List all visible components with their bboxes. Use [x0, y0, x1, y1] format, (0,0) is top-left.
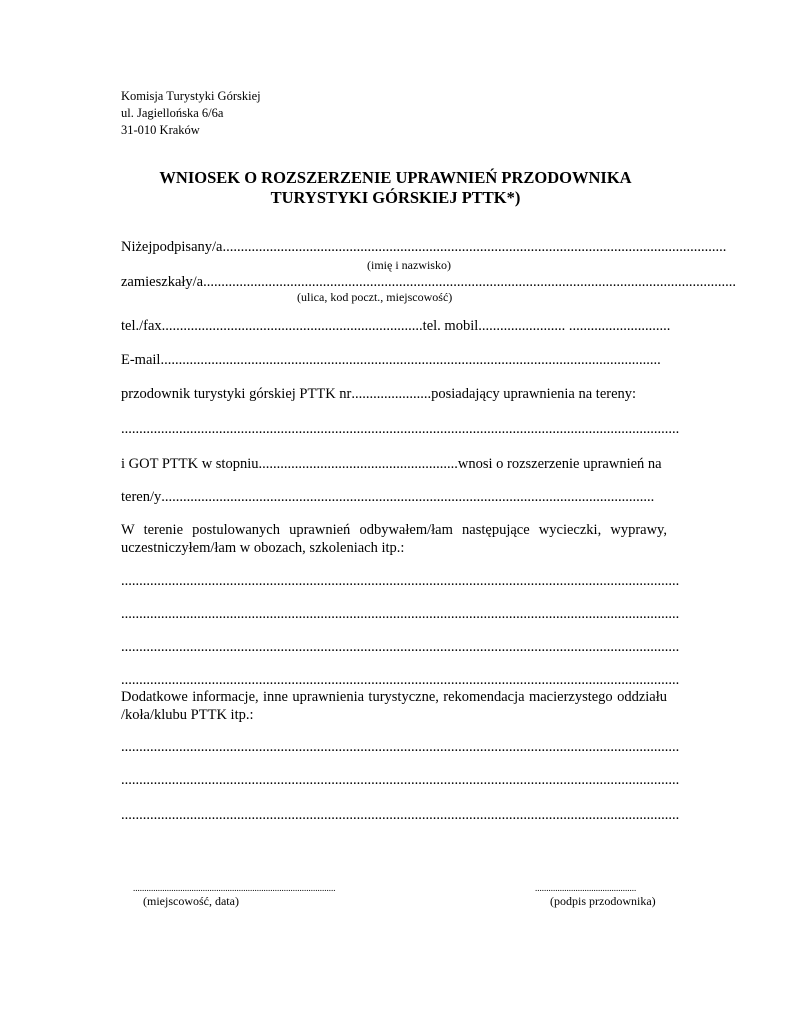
trips-line-4	[121, 671, 680, 689]
mobile-label: tel. mobil	[422, 318, 479, 334]
resident-field[interactable]: ...................................................................................................................................................	[203, 274, 736, 290]
tel-field[interactable]: ........................................................................	[161, 318, 423, 334]
extra-field-2[interactable]: ..........................................................................................................................................................	[121, 772, 680, 788]
address-city: 31-010 Kraków	[121, 123, 200, 137]
extra-field-1[interactable]: ..........................................................................................................................................................	[121, 739, 680, 755]
trips-field-4[interactable]: ..........................................................................................................................................................	[121, 672, 680, 688]
extra-line-2	[121, 771, 680, 789]
guide-row	[121, 385, 667, 403]
undersigned-row	[121, 238, 727, 256]
extra-line-1	[121, 738, 680, 756]
extra-info-paragraph: Dodatkowe informacje, inne uprawnienia turystyczne, rekomendacja macierzystego oddziału /koła/klubu PTTK itp.:	[121, 689, 667, 723]
got-row	[121, 455, 667, 473]
got-level-field[interactable]: .......................................................	[258, 456, 458, 472]
guide-suffix: posiadający uprawnienia na tereny:	[431, 386, 637, 402]
trips-field-2[interactable]: ..........................................................................................................................................................	[121, 606, 680, 622]
trips-field-3[interactable]: ..........................................................................................................................................................	[121, 639, 680, 655]
mobile-field[interactable]: ........................ ............................	[478, 318, 671, 334]
terrain-row	[121, 488, 667, 506]
got-prefix: i GOT PTTK w stopniu	[121, 456, 259, 472]
trips-line-3	[121, 638, 680, 656]
undersigned-field[interactable]: ...........................................................................................................................................	[222, 239, 727, 255]
trips-line-2	[121, 605, 680, 623]
trips-paragraph: W terenie postulowanych uprawnień odbywałem/łam następujące wycieczki, wyprawy, uczestniczyłem/łam w obozach, szkoleniach itp.:	[121, 522, 667, 556]
form-title-line2: TURYSTYKI GÓRSKIEJ PTTK*)	[270, 188, 521, 207]
guide-number-field[interactable]: ......................	[351, 386, 432, 402]
undersigned-label: Niżejpodpisany/a	[121, 239, 223, 255]
resident-hint: (ulica, kod poczt., miejscowość)	[297, 290, 453, 304]
email-field[interactable]: ..........................................................................................................................................	[160, 352, 661, 368]
areas-row	[121, 420, 680, 438]
terrain-field[interactable]: ........................................................................................................................................	[161, 489, 655, 505]
signature-label: (podpis przodownika)	[550, 894, 656, 908]
phone-row	[121, 317, 671, 335]
form-title-line1: WNIOSEK O ROZSZERZENIE UPRAWNIEŃ PRZODOWNIKA	[159, 168, 632, 187]
tel-label: tel./fax	[121, 318, 162, 334]
address-org: Komisja Turystyki Górskiej	[121, 89, 261, 103]
got-suffix: wnosi o rozszerzenie uprawnień na	[457, 456, 662, 472]
email-label: E-mail	[121, 352, 161, 368]
address-street: ul. Jagiellońska 6/6a	[121, 106, 224, 120]
trips-line-1	[121, 572, 680, 590]
email-row	[121, 351, 667, 369]
terrain-label: teren/y	[121, 489, 162, 505]
guide-prefix: przodownik turystyki górskiej PTTK nr	[121, 386, 352, 402]
resident-row	[121, 273, 736, 291]
extra-field-3[interactable]: ..........................................................................................................................................................	[121, 807, 680, 823]
place-date-label: (miejscowość, data)	[143, 894, 239, 908]
signature-field[interactable]: .............................................	[535, 883, 637, 893]
place-date-field[interactable]: ..........................................................................................	[133, 883, 336, 893]
areas-field[interactable]: ..........................................................................................................................................................	[121, 421, 680, 437]
resident-label: zamieszkały/a	[121, 274, 204, 290]
undersigned-hint: (imię i nazwisko)	[367, 258, 451, 272]
trips-field-1[interactable]: ..........................................................................................................................................................	[121, 573, 680, 589]
extra-line-3	[121, 806, 680, 824]
